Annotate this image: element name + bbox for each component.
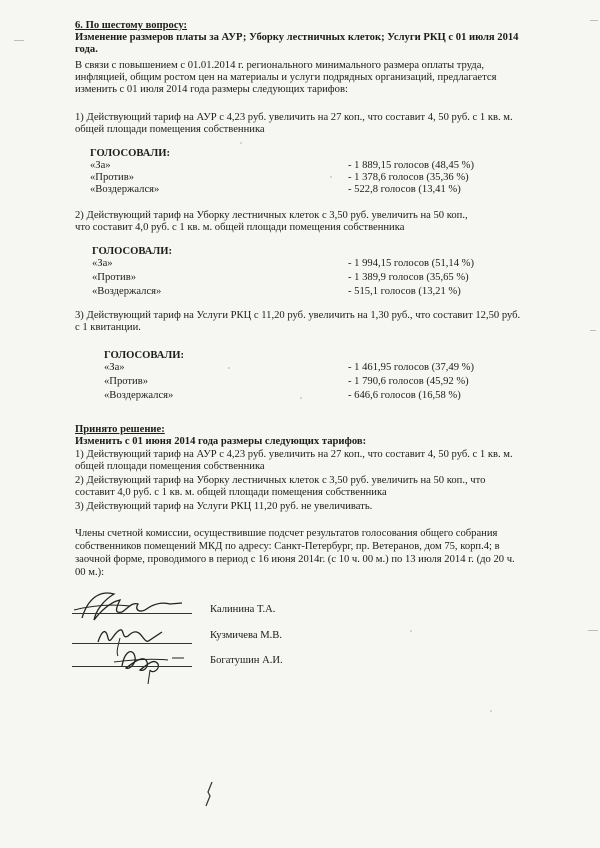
signatory-name: Калинина Т.А. [210, 604, 276, 615]
vote-result: - 522,8 голосов (13,41 %) [348, 184, 461, 195]
vote-result: - 1 994,15 голосов (51,14 %) [348, 258, 475, 269]
vote-label: «Воздержался» [104, 390, 174, 401]
proposal-line: 3) Действующий тариф на Услуги РКЦ с 11,20 руб. увеличить на 1,30 руб., что составит 12,50 руб. [75, 310, 521, 321]
signature-line [72, 613, 192, 614]
vote-label: «За» [104, 362, 125, 373]
decision-item-line: 2) Действующий тариф на Уборку лестничных клеток с 3,50 руб. увеличить на 50 коп., что [75, 475, 486, 486]
vote-label: «Против» [92, 272, 136, 283]
voted-heading: ГОЛОСОВАЛИ: [104, 350, 185, 361]
signatory-name: Кузмичева М.В. [210, 630, 282, 641]
decision-subheading: Изменить с 01 июня 2014 года размеры следующих тарифов: [75, 436, 367, 447]
scan-edge-mark [590, 330, 596, 331]
scan-edge-mark [588, 630, 598, 631]
vote-result: - 646,6 голосов (16,58 %) [348, 390, 461, 401]
decision-item-line: 3) Действующий тариф на Услуги РКЦ 11,20 руб. не увеличивать. [75, 501, 373, 512]
scan-speck [300, 397, 302, 399]
vote-label: «За» [90, 160, 111, 171]
scan-speck [330, 176, 332, 178]
vote-result: - 515,1 голосов (13,21 %) [348, 286, 461, 297]
scan-speck [240, 142, 242, 144]
decision-item-line: общей площади помещения собственника [75, 461, 265, 472]
vote-result: - 1 461,95 голосов (37,49 %) [348, 362, 475, 373]
scan-edge-mark [14, 40, 24, 41]
proposal-line: 1) Действующий тариф на АУР с 4,23 руб. увеличить на 27 коп., что составит 4, 50 руб. с 1 кв. м. [75, 112, 513, 123]
commission-line: 00 м.): [75, 567, 105, 578]
decision-item-line: 1) Действующий тариф на АУР с 4,23 руб. увеличить на 27 коп., что составит 4, 50 руб. с 1 кв. м. [75, 449, 513, 460]
vote-result: - 1 389,9 голосов (35,65 %) [348, 272, 469, 283]
proposal-line: что составит 4,0 руб. с 1 кв. м. общей площади помещения собственника [75, 222, 405, 233]
intro-line: В связи с повышением с 01.01.2014 г. регионального минимального размера оплаты труда, [75, 60, 485, 71]
scan-speck [490, 710, 492, 712]
section-heading: 6. По шестому вопросу: [75, 20, 188, 31]
commission-line: заочной форме, проводимого в период с 16 июня 2014г. (с 10 ч. 00 м.) по 13 июля 2014 г. (до 20 ч. [75, 554, 515, 565]
signature-line [72, 666, 192, 667]
voted-heading: ГОЛОСОВАЛИ: [92, 246, 173, 257]
proposal-line: общей площади помещения собственника [75, 124, 265, 135]
scan-speck [228, 367, 230, 369]
commission-line: собственников помещений МКД по адресу: Санкт-Петербург, пр. Ветеранов, дом 75, корп.4; в [75, 541, 500, 552]
vote-label: «Воздержался» [90, 184, 160, 195]
vote-label: «Против» [90, 172, 134, 183]
vote-label: «За» [92, 258, 113, 269]
proposal-line: с 1 квитанции. [75, 322, 141, 333]
agenda-line: Изменение размеров платы за АУР; Уборку лестничных клеток; Услуги РКЦ с 01 июля 2014 [75, 32, 519, 43]
proposal-line: 2) Действующий тариф на Уборку лестничных клеток с 3,50 руб. увеличить на 50 коп., [75, 210, 468, 221]
signatory-name: Богатушин А.И. [210, 655, 283, 666]
vote-result: - 1 790,6 голосов (45,92 %) [348, 376, 469, 387]
intro-line: инфляцией, общим ростом цен на материалы и услуги подрядных организаций, предлагается [75, 72, 497, 83]
decision-heading: Принято решение: [75, 424, 165, 435]
intro-line: изменить с 01 июля 2014 года размеры следующих тарифов: [75, 84, 348, 95]
signature-bogatushin [100, 640, 210, 690]
commission-line: Члены счетной комиссии, осуществившие подсчет результатов голосования общего собрания [75, 528, 498, 539]
vote-label: «Против» [104, 376, 148, 387]
vote-result: - 1 889,15 голосов (48,45 %) [348, 160, 475, 171]
voted-heading: ГОЛОСОВАЛИ: [90, 148, 171, 159]
vote-result: - 1 378,6 голосов (35,36 %) [348, 172, 469, 183]
vote-label: «Воздержался» [92, 286, 162, 297]
scan-speck [410, 630, 412, 632]
scan-edge-mark [590, 20, 598, 21]
agenda-line: года. [75, 44, 98, 55]
pen-mark [200, 780, 220, 810]
decision-item-line: составит 4,0 руб. с 1 кв. м. общей площади помещения собственника [75, 487, 387, 498]
